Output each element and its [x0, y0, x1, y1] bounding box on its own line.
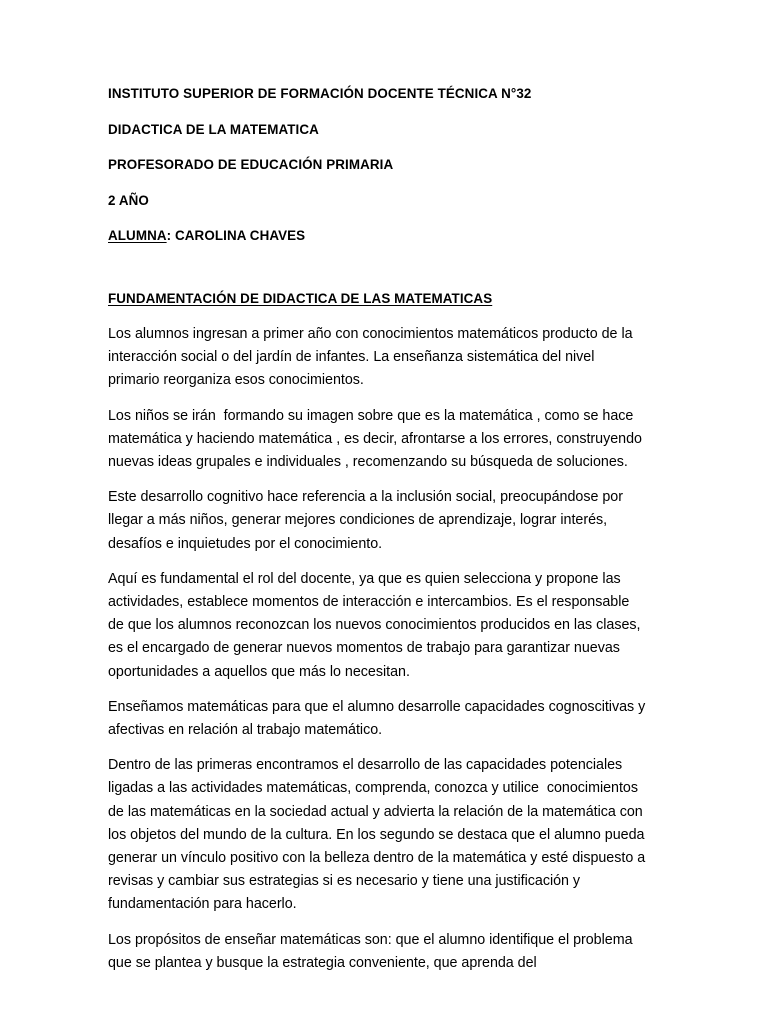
heading-institute: INSTITUTO SUPERIOR DE FORMACIÓN DOCENTE TÉCNICA N°32 [108, 86, 532, 101]
paragraph-6: Dentro de las primeras encontramos el desarrollo de las capacidades potenciales ligadas a las actividades matemáticas, comprenda, conozca y utilice conocimientos de las matemáticas en la sociedad actual y advierta la relación de la matemática con los objetos del mundo de la cultura. En los segundo se destaca que el alumno pueda generar un vínculo positivo con la belleza dentro de la matemática y esté dispuesto a revisas y cambiar sus estrategias si es necesario y tiene una justificación y fundamentación para hacerlo. [108, 757, 650, 913]
title-block [108, 86, 648, 244]
student-label: ALUMNA [108, 228, 167, 243]
paragraph-7: Los propósitos de enseñar matemáticas son: que el alumno identifique el problema que se plantea y busque la estrategia conveniente, que aprenda del [108, 931, 637, 971]
student-name: CAROLINA CHAVES [175, 228, 306, 243]
heading-year: 2 AÑO [108, 192, 149, 208]
document-body [108, 86, 648, 975]
heading-program: PROFESORADO DE EDUCACIÓN PRIMARIA [108, 157, 394, 172]
student-line [108, 228, 648, 244]
student-separator: : [166, 228, 176, 243]
heading-subject: DIDACTICA DE LA MATEMATICA [108, 121, 319, 137]
paragraph-5: Enseñamos matemáticas para que el alumno desarrolle capacidades cognoscitivas y afectivas en relación al trabajo matemático. [108, 698, 650, 739]
paragraph-4: Aquí es fundamental el rol del docente, ya que es quien selecciona y propone las actividades, establece momentos de interacción e intercambios. Es el responsable de que los alumnos reconozcan los nuevos conocimientos producidos en las clases, es el encargado de generar nuevos momentos de trabajo para garantizar nuevas oportunidades a aquellos que más lo necesitan. [108, 570, 645, 680]
paragraph-1: Los alumnos ingresan a primer año con conocimientos matemáticos producto de la interacción social o del jardín de infantes. La enseñanza sistemática del nivel primario reorganiza esos conocimientos. [108, 326, 637, 389]
section-heading: FUNDAMENTACIÓN DE DIDACTICA DE LAS MATEMATICAS [108, 291, 493, 306]
paragraph-3: Este desarrollo cognitivo hace referencia a la inclusión social, preocupándose por llegar a más niños, generar mejores condiciones de aprendizaje, lograr interés, desafíos e inquietudes por el conocimiento. [108, 489, 627, 552]
paragraph-2: Los niños se irán formando su imagen sobre que es la matemática , como se hace matemática y haciendo matemática , es decir, afrontarse a los errores, construyendo nuevas ideas grupales e individuales , recomenzando su búsqueda de soluciones. [108, 407, 646, 471]
